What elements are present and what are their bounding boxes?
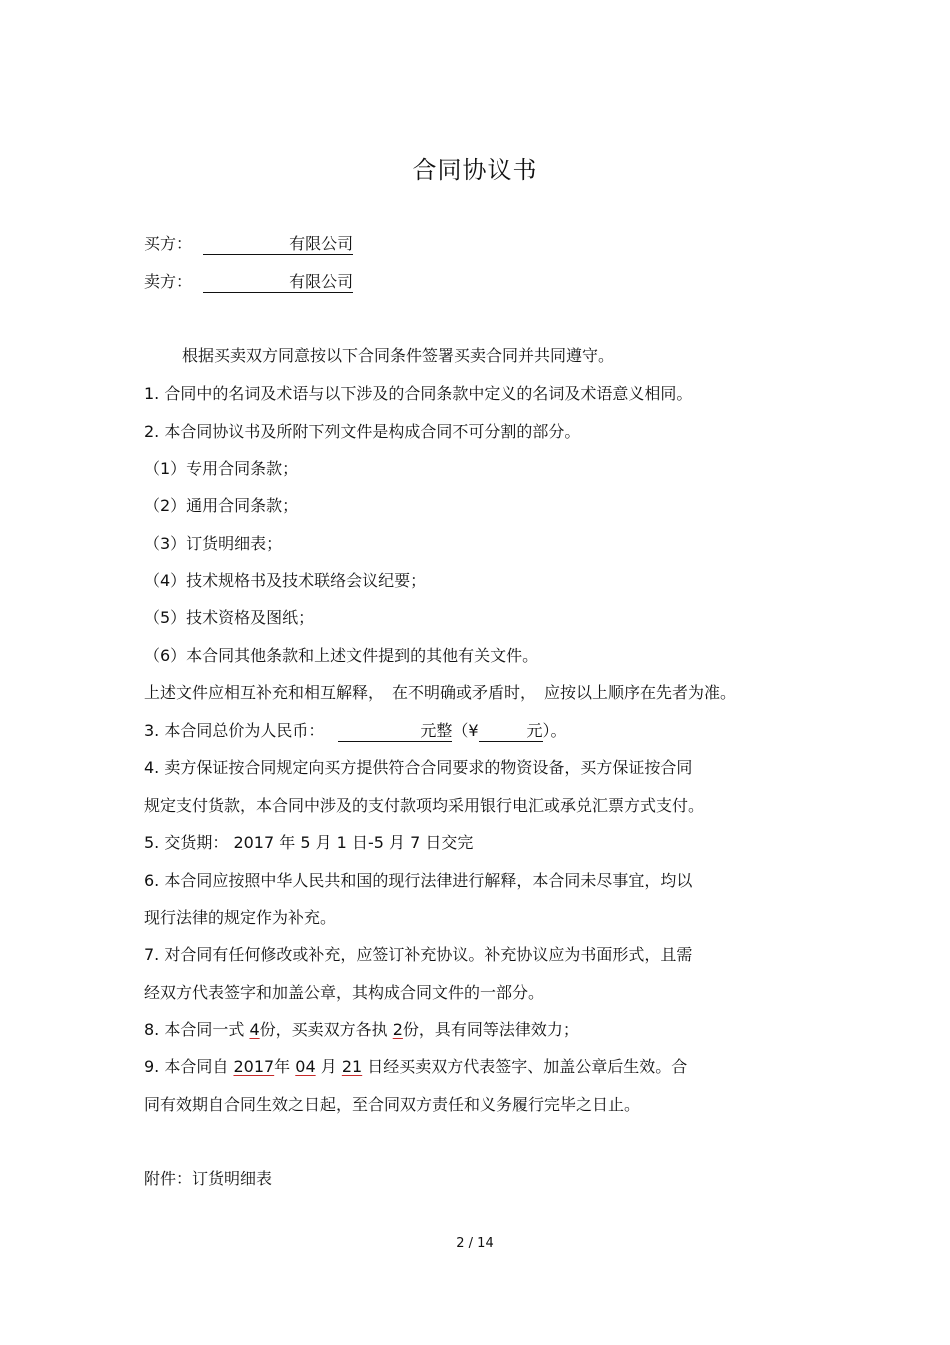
precedence-note: 上述文件应相互补充和相互解释， 在不明确或矛盾时， 应按以上顺序在先者为准。 (144, 683, 737, 702)
clause-4-line-1: 4. 卖方保证按合同规定向买方提供符合合同要求的物资设备，买方保证按合同 (144, 758, 693, 777)
clause-6-line-2: 现行法律的规定作为补充。 (144, 908, 337, 927)
clause-9-day-suffix: 日经买卖双方代表签字、加盖公章后生效。合 (362, 1057, 688, 1076)
doc-list-item: （1）专用合同条款； (144, 459, 299, 478)
clause-8-prefix: 8. 本合同一式 (144, 1020, 250, 1039)
total-amount-short-field (479, 721, 543, 742)
attachment-note: 附件：订货明细表 (144, 1169, 273, 1188)
seller-label: 卖方： (144, 272, 193, 291)
clause-3 (144, 720, 567, 742)
effective-day-value: 21 (341, 1057, 363, 1076)
buyer-label: 买方： (144, 234, 193, 253)
copies-total-value: 4 (249, 1020, 260, 1039)
total-yuan-short: 元 (526, 721, 543, 740)
clause-6-line-1: 6. 本合同应按照中华人民共和国的现行法律进行解释，本合同未尽事宜，均以 (144, 871, 693, 890)
month-unit: 月 (320, 1057, 337, 1076)
clause-8-mid: 份，买卖双方各执 (259, 1020, 393, 1039)
total-amount-field (338, 721, 452, 742)
doc-list-item: （3）订货明细表； (144, 534, 283, 553)
clause-9-line-2: 同有效期自合同生效之日起，至合同双方责任和义务履行完毕之日止。 (144, 1095, 641, 1114)
clause-5: 5. 交货期： 2017 年 5 月 1 日-5 月 7 日交完 (144, 833, 474, 852)
doc-list-item: （5）技术资格及图纸； (144, 608, 315, 627)
clause-4-line-2: 规定支付货款，本合同中涉及的支付款项均采用银行电汇或承兑汇票方式支付。 (144, 796, 705, 815)
copies-each-value: 2 (392, 1020, 403, 1039)
buyer-company-suffix: 有限公司 (289, 234, 354, 253)
clause-3-prefix: 3. 本合同总价为人民币： (144, 721, 325, 740)
page-number: 2 / 14 (456, 1236, 494, 1251)
clause-3-paren-open: （¥ (452, 721, 479, 740)
effective-month-value: 04 (295, 1057, 316, 1076)
doc-list-item: （2）通用合同条款； (144, 496, 299, 515)
clause-3-paren-close: ）。 (542, 721, 567, 740)
seller-company-suffix: 有限公司 (289, 272, 354, 291)
clause-8 (144, 1019, 579, 1041)
buyer-company-field (203, 234, 353, 255)
year-unit: 年 (274, 1057, 291, 1076)
clause-1: 1. 合同中的名词及术语与以下涉及的合同条款中定义的名词及术语意义相同。 (144, 384, 693, 403)
doc-list-item: （6）本合同其他条款和上述文件提到的其他有关文件。 (144, 646, 539, 665)
clause-7-line-1: 7. 对合同有任何修改或补充，应签订补充协议。补充协议应为书面形式，且需 (144, 945, 693, 964)
clause-9-prefix: 9. 本合同自 (144, 1057, 234, 1076)
clause-2: 2. 本合同协议书及所附下列文件是构成合同不可分割的部分。 (144, 422, 581, 441)
seller-company-field (203, 272, 353, 293)
total-yuan-label: 元整 (420, 721, 453, 740)
intro-paragraph: 根据买卖双方同意按以下合同条件签署买卖合同并共同遵守。 (182, 346, 615, 365)
clause-7-line-2: 经双方代表签字和加盖公章，其构成合同文件的一部分。 (144, 983, 545, 1002)
buyer-line (144, 233, 353, 255)
clause-9-line-1 (144, 1056, 687, 1078)
document-title: 合同协议书 (412, 156, 538, 184)
seller-line (144, 271, 353, 293)
doc-list-item: （4）技术规格书及技术联络会议纪要； (144, 571, 427, 590)
clause-8-suffix: 份，具有同等法律效力； (402, 1020, 579, 1039)
effective-year-value: 2017 (233, 1057, 275, 1076)
